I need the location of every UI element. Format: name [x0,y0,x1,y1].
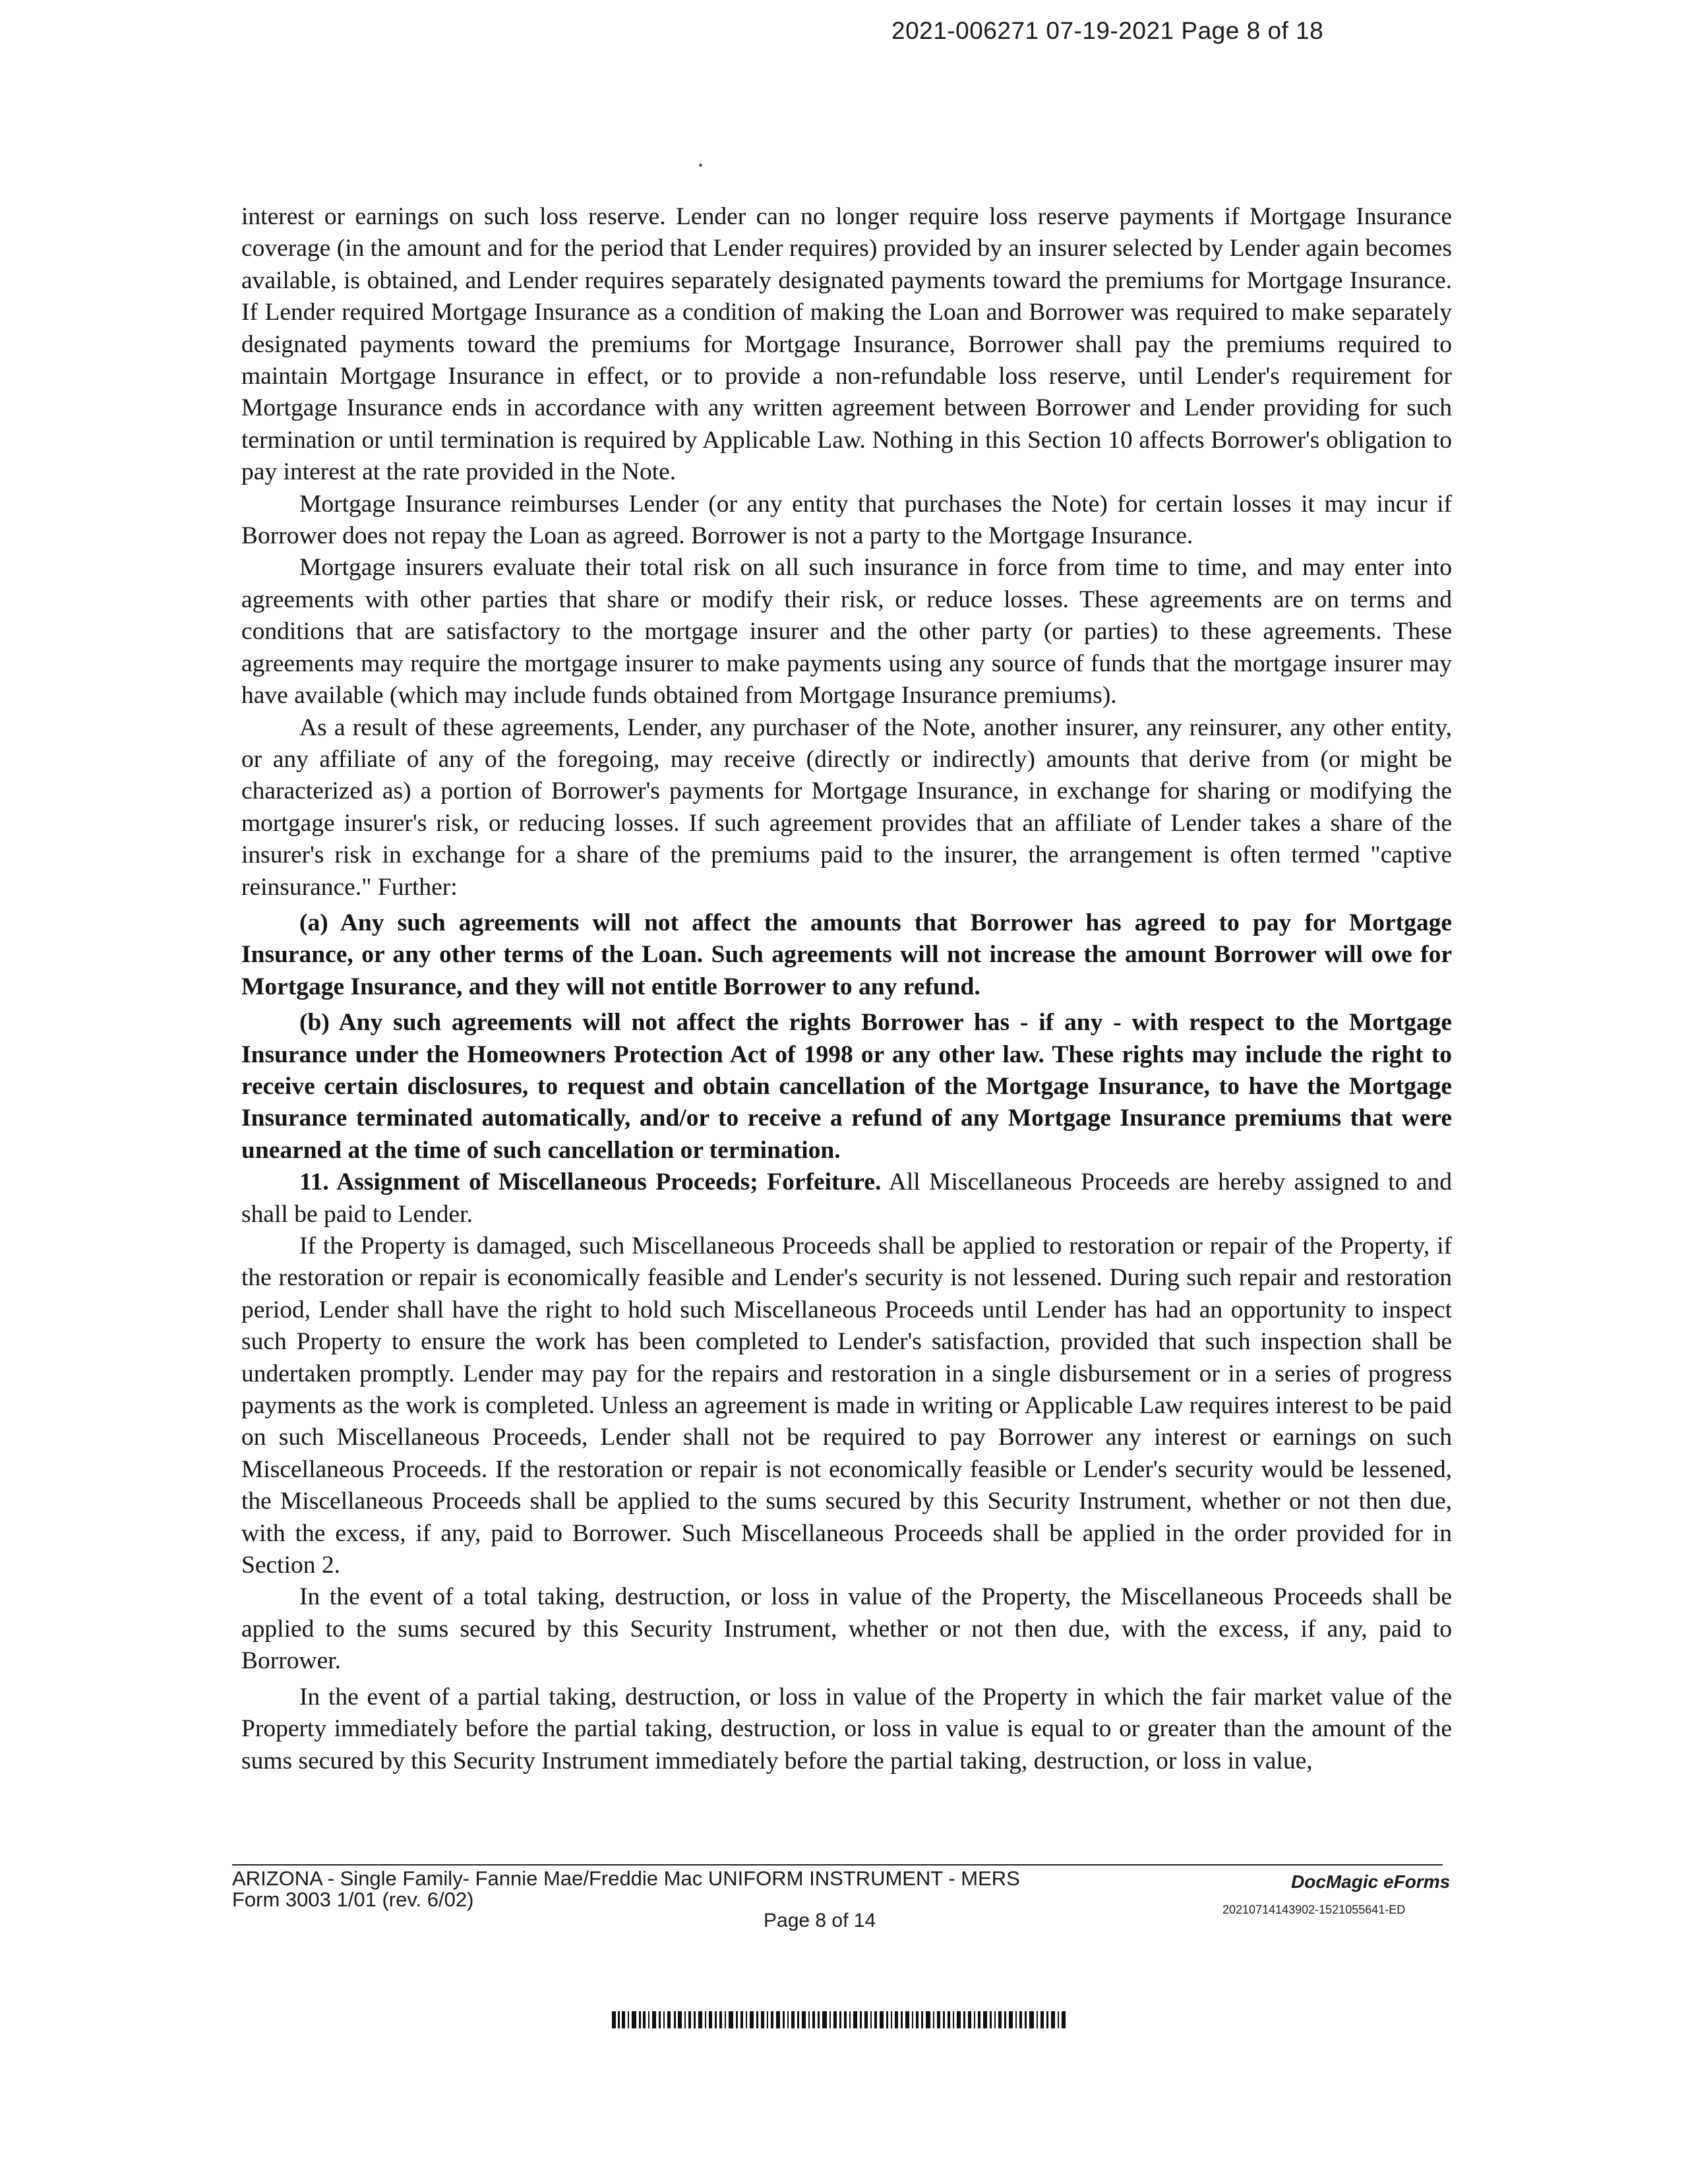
paragraph-property-damaged: If the Property is damaged, such Miscellaneous Proceeds shall be applied to restoration or repair of the Property, if the restoration or repair is economically feasible and Lender's security is not lessened. During such repair and restoration period, Lender shall have the right to hold such Miscellaneous Proceeds until Lender has had an opportunity to inspect such Property to ensure the work has been completed to Lender's satisfaction, provided that such inspection shall be undertaken promptly. Lender may pay for the repairs and restoration in a single disbursement or in a series of progress payments as the work is completed. Unless an agreement is made in writing or Applicable Law requires interest to be paid on such Miscellaneous Proceeds, Lender shall not be required to pay Borrower any interest or earnings on such Miscellaneous Proceeds. If the restoration or repair is not economically feasible or Lender's security would be lessened, the Miscellaneous Proceeds shall be applied to the sums secured by this Security Instrument, whether or not then due, with the excess, if any, paid to Borrower. Such Miscellaneous Proceeds shall be applied in the order provided for in Section 2. [241,1232,1452,1579]
section-11-text: All Miscellaneous Proceeds are hereby assigned to and shall be paid to Lender. [241,1168,1452,1228]
recording-stamp: 2021-006271 07-19-2021 Page 8 of 18 [891,17,1324,44]
document-body [241,201,1452,1777]
paragraph-mi-reimburses: Mortgage Insurance reimburses Lender (or any entity that purchases the Note) for certain losses it may incur if Borrower does not repay the Loan as agreed. Borrower is not a party to the Mortgage Insurance. [241,490,1452,550]
footer-page-number: Page 8 of 14 [764,1910,876,1931]
paragraph-captive-reinsurance: As a result of these agreements, Lender, any purchaser of the Note, another insurer, any reinsurer, any other entity, or any affiliate of any of the foregoing, may receive (directly or indirectly) amounts that derive from (or might be characterized as) a portion of Borrower's payments for Mortgage Insurance, in exchange for sharing or modifying the mortgage insurer's risk, or reducing losses. If such agreement provides that an affiliate of Lender takes a share of the insurer's risk in exchange for a share of the premiums paid to the insurer, the arrangement is often termed "captive reinsurance." Further: [241,713,1452,901]
paragraph-clause-b: (b) Any such agreements will not affect the rights Borrower has - if any - with respect to the Mortgage Insurance under the Homeowners Protection Act of 1998 or any other law. These rights may include the right to receive certain disclosures, to request and obtain cancellation of the Mortgage Insurance, to have the Mortgage Insurance terminated automatically, and/or to receive a refund of any Mortgage Insurance premiums that were unearned at the time of such cancellation or termination. [241,1009,1452,1164]
paragraph-mi-insurers: Mortgage insurers evaluate their total risk on all such insurance in force from time to time, and may enter into agreements with other parties that share or modify their risk, or reduce losses. These agreements are on terms and conditions that are satisfactory to the mortgage insurer and the other party (or parties) to these agreements. These agreements may require the mortgage insurer to make payments using any source of funds that the mortgage insurer may have available (which may include funds obtained from Mortgage Insurance premiums). [241,554,1452,710]
footer-form-line-1: ARIZONA - Single Family- Fannie Mae/Freddie Mac UNIFORM INSTRUMENT - MERS [232,1867,1020,1890]
footer-form-info [232,1868,1020,1910]
paragraph-loss-reserve: interest or earnings on such loss reserve. Lender can no longer require loss reserve payments if Mortgage Insurance coverage (in the amount and for the period that Lender requires) provided by an insurer selected by Lender again becomes available, is obtained, and Lender requires separately designated payments toward the premiums for Mortgage Insurance. If Lender required Mortgage Insurance as a condition of making the Loan and Borrower was required to make separately designated payments toward the premiums for Mortgage Insurance, Borrower shall pay the premiums required to maintain Mortgage Insurance in effect, or to provide a non-refundable loss reserve, until Lender's requirement for Mortgage Insurance ends in accordance with any written agreement between Borrower and Lender providing for such termination or until termination is required by Applicable Law. Nothing in this Section 10 affects Borrower's obligation to pay interest at the rate provided in the Note. [241,203,1452,486]
footer-form-line-2: Form 3003 1/01 (rev. 6/02) [232,1888,474,1911]
paragraph-section-11 [241,1167,1452,1230]
barcode-graphic [612,2011,1066,2028]
footer-document-id: 20210714143902-1521055641-ED [1222,1903,1406,1916]
paragraph-partial-taking: In the event of a partial taking, destruction, or loss in value of the Property in which the fair market value of the Property immediately before the partial taking, destruction, or loss in value is equal to or greater than the amount of the sums secured by this Security Instrument immediately before the partial taking, destruction, or loss in value, [241,1683,1452,1774]
scan-speck [699,164,702,167]
paragraph-clause-a: (a) Any such agreements will not affect the amounts that Borrower has agreed to pay for Mortgage Insurance, or any other terms of the Loan. Such agreements will not increase the amount Borrower will owe for Mortgage Insurance, and they will not entitle Borrower to any refund. [241,909,1452,1000]
paragraph-total-taking: In the event of a total taking, destruction, or loss in value of the Property, the Miscellaneous Proceeds shall be applied to the sums secured by this Security Instrument, whether or not then due, with the excess, if any, paid to Borrower. [241,1583,1452,1675]
section-11-heading: 11. Assignment of Miscellaneous Proceeds; Forfeiture. [299,1168,882,1196]
footer-divider [232,1864,1443,1866]
docmagic-logo: DocMagic eForms [1291,1871,1451,1892]
